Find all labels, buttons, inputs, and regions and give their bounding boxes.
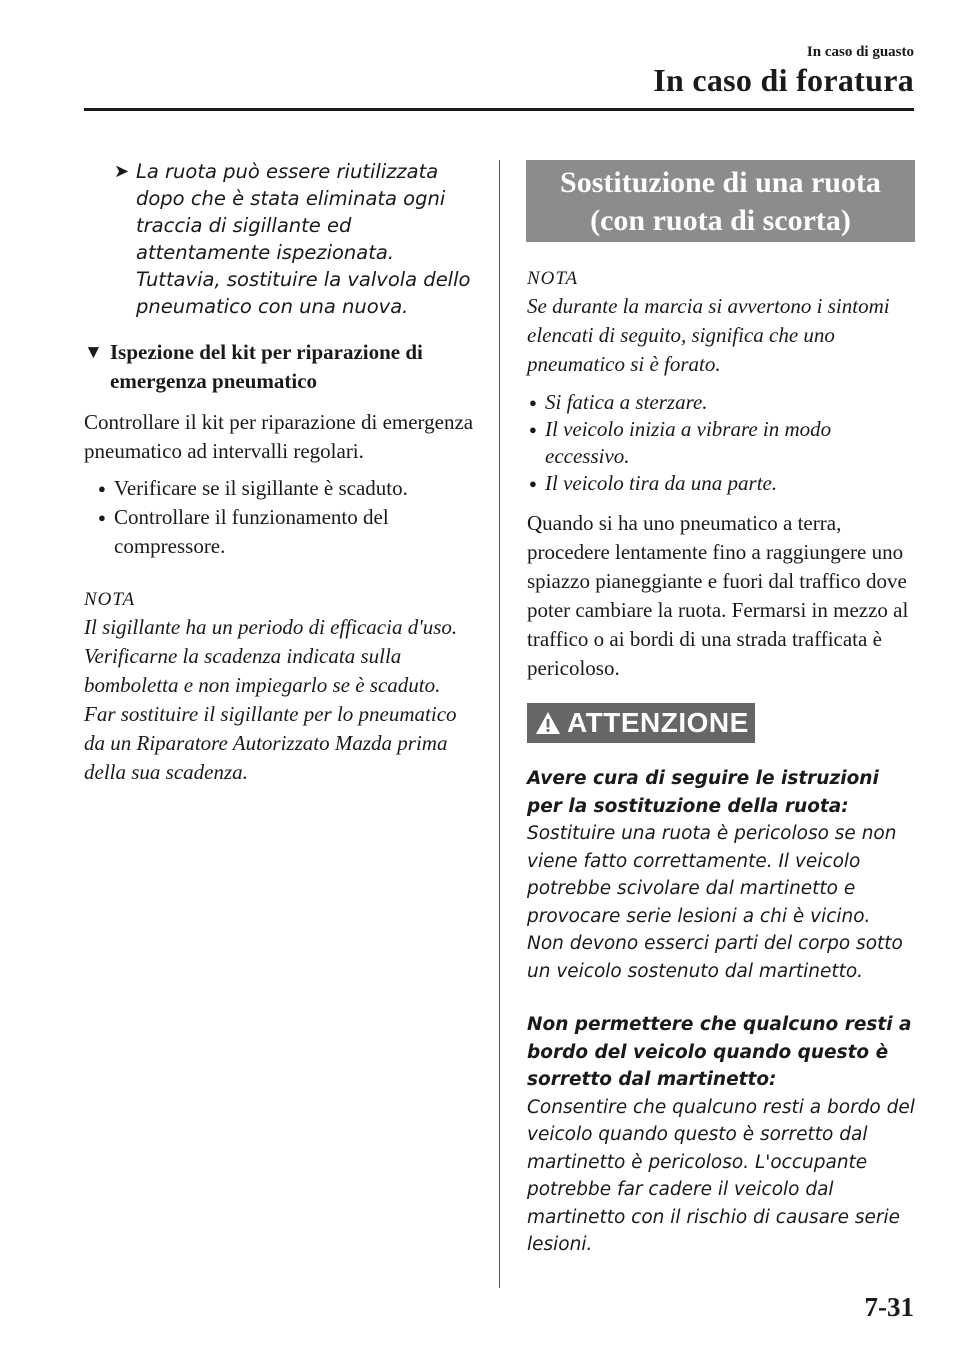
triangle-down-icon: ▼ — [84, 342, 103, 363]
warning-label: ATTENZIONE — [567, 707, 749, 738]
note-label: NOTA — [527, 268, 579, 289]
note-text: Se durante la marcia si avvertono i sintomi elencati di seguito, significa che uno pneumatico si è forato. — [527, 294, 890, 376]
warning-title: Avere cura di seguire le istruzioni per la sostituzione della ruota: — [527, 768, 879, 817]
bullet-dot-icon: ● — [98, 510, 106, 525]
banner-line-2: (con ruota di scorta) — [590, 204, 851, 237]
column-divider — [499, 160, 500, 1288]
note-item — [84, 158, 474, 320]
warning-body: Non devono esserci parti del corpo sotto un veicolo sostenuto dal martinetto. — [527, 933, 903, 982]
bullet-dot-icon: ● — [529, 395, 537, 410]
section-banner — [526, 160, 915, 242]
section-heading — [84, 338, 474, 396]
warning-title: Non permettere che qualcuno resti a bordo del veicolo quando questo è sorretto dal martinetto: — [527, 1014, 912, 1090]
page-number: 7-31 — [864, 1292, 914, 1322]
symptom-list — [527, 389, 915, 497]
running-header-section: In caso di guasto — [806, 44, 914, 60]
banner-line-1: Sostituzione di una ruota — [560, 166, 881, 199]
list-item: ● Il veicolo tira da una parte. — [529, 471, 778, 495]
list-item: ● Si fatica a sterzare. — [529, 390, 708, 414]
list-item: ● Il veicolo inizia a vibrare in modo eccessivo. — [529, 417, 832, 468]
warning-triangle-icon — [535, 711, 561, 735]
header-rule — [84, 108, 914, 111]
bullet-dot-icon: ● — [98, 481, 106, 496]
warning-body: Sostituire una ruota è pericoloso se non viene fatto correttamente. Il veicolo potrebbe scivolare dal martinetto e provocare serie lesioni a chi è vicino. — [527, 823, 897, 927]
list-item: ● Verificare se il sigillante è scaduto. — [84, 474, 474, 503]
right-column — [527, 266, 915, 1259]
section-heading-text: Ispezione del kit per riparazione di emergenza pneumatico — [110, 340, 423, 393]
note-label: NOTA — [84, 589, 136, 610]
arrow-bullet-icon: ➤ — [114, 161, 130, 182]
warning-body: Consentire che qualcuno resti a bordo del veicolo quando questo è sorretto dal martinetto è pericoloso. L'occupante potrebbe far cadere il veicolo dal martinetto con il rischio di causare serie lesioni. — [527, 1096, 915, 1255]
warning-text-block — [527, 765, 915, 1259]
left-column — [84, 158, 474, 787]
bullet-dot-icon: ● — [529, 422, 537, 437]
note-item-text: La ruota può essere riutilizzata dopo che è stata eliminata ogni traccia di sigillante ed attentamente ispezionata. Tuttavia, sostituire la valvola dello pneumatico con una nuova. — [136, 160, 471, 318]
list-item: ● Controllare il funzionamento del compressore. — [84, 503, 474, 561]
bullet-list — [84, 474, 474, 561]
paragraph: Controllare il kit per riparazione di emergenza pneumatico ad intervalli regolari. — [84, 410, 474, 463]
warning-badge — [527, 703, 755, 743]
paragraph: Quando si ha uno pneumatico a terra, procedere lentamente fino a raggiungere uno spiazzo pianeggiante e fuori dal traffico dove poter cambiare la ruota. Fermarsi in mezzo al traffico o ai bordi di una strada trafficata è pericoloso. — [527, 511, 909, 680]
bullet-dot-icon: ● — [529, 476, 537, 491]
note-text: Il sigillante ha un periodo di efficacia d'uso. Verificarne la scadenza indicata sulla bomboletta e non impiegarlo se è scaduto. Far sostituire il sigillante per lo pneumatico da un Riparatore Autorizzato Mazda prima della sua scadenza. — [84, 615, 458, 784]
running-header-title: In caso di foratura — [653, 62, 914, 98]
